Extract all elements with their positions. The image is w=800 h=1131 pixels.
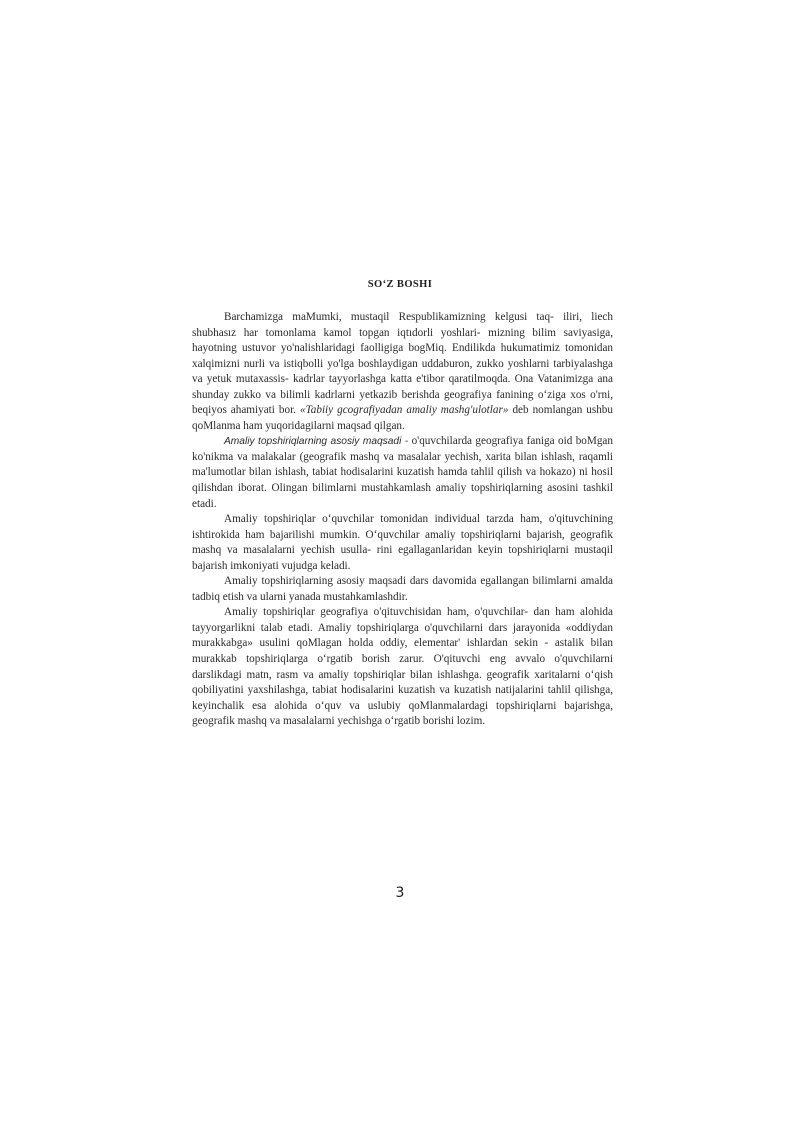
paragraph-1-text: Barchamizga maMumki, mustaqil Respublikamizning kelgusi taq- iliri, liech shubhasız har tomonlama kamol topgan iqtıdorli yoshlari- mizning bilim saviyasiga, hayotning ustuvor yo'nalishlaridagi faolligiga bogMiq. Endilikda hukumatimiz tomonidan xalqimizni nurli va istiqbolli yo'lga boshlaydigan uddaburon, zukko yoshlarni tarbiyalashga va yetuk mutaxassis- kadrlar tayyorlashga katta e'tibor qaratilmoqda. Ona Vatanimizga ana shunday zukko va bilimli kadrlarni yetkazib berishda geografiya fanining o‘ziga xos o'rni, beqiyos ahamiyati bor. [192,311,613,417]
paragraph-1 [192,310,613,434]
paragraph-5-text: Amaliy topshiriqlar geografiya o'qituvchisidan ham, o'quvchilar- dan ham alohida tayyorgarlikni talab etadi. Amaliy topshiriqlarga o'quvchilarni dars jarayonida «oddiydan murakkabga» usulini qoMlagan holda oddiy, elementar' ishlardan sekin - astalik bilan murakkab topshiriqlarga o‘rgatib borish zarur. O'qituvchi eng avvalo o'quvchilarni darslikdagi matn, rasm va amaliy topshiriqlar bilan ishlashga. geografik xaritalarni o‘qish qobiliyatini yaxshilashga, tabiat hodisalarini kuzatish va kuzatish natijalarini tahlil qilishga, keyinchalik esa alohida o‘quv va uslubiy qoMlanmalardagi topshiriqlarni bajarishga, geografik mashq va masalalarni yechishga o‘rgatib borishi lozim. [192,606,613,728]
body-text [192,310,613,730]
book-title-italic: «Tabiiy gcografiyadan amaliy mashg'ulotlar» [299,404,509,417]
page-title: SO‘Z BOSHI [367,279,433,290]
paragraph-2-text: o'quvchilarda geografiya faniga oid boMgan ko'nikma va malakalar (geografik mashq va masalalar yechish, xarita bilan ishlash, raqamli ma'lumotlar bilan ishlash, tabiat hodisalarini kuzatish hamda tahlil qilish va hokazo) ni hosil qilishdan iborat. Olingan bilimlarni mustahkamlash amaliy topshiriqlarning asosini tashkil etadi. [192,435,613,510]
paragraph-3-text: Amaliy topshiriqlar o‘quvchilar tomonidan individual tarzda ham, o'qituvchining ishtirokida ham bajarilishi mumkin. O‘quvchilar amaliy topshiriqlarni bajarish, geografik mashq va masalalarni yechish usulla- rini egallaganlaridan keyin topshiriqlarni mustaqil bajarish imkoniyati vujudga keladi. [192,513,613,572]
paragraph-2-lead: Amaliy topshiriqlarning asosiy maqsadi - [224,436,409,448]
paragraph-5 [192,605,613,729]
paragraph-4 [192,574,613,605]
paragraph-2 [192,434,613,512]
paragraph-4-text: Amaliy topshiriqlarning asosiy maqsadi dars davomida egallangan bilimlarni amalda tadbiq etish va ularni yanada mustahkamlashdir. [192,575,613,603]
page-number: 3 [395,885,405,901]
paragraph-1-tail: deb nomlangan ushbu qoMlanma ham yuqoridagilarni maqsad qilgan. [192,404,613,432]
paragraph-3 [192,512,613,574]
